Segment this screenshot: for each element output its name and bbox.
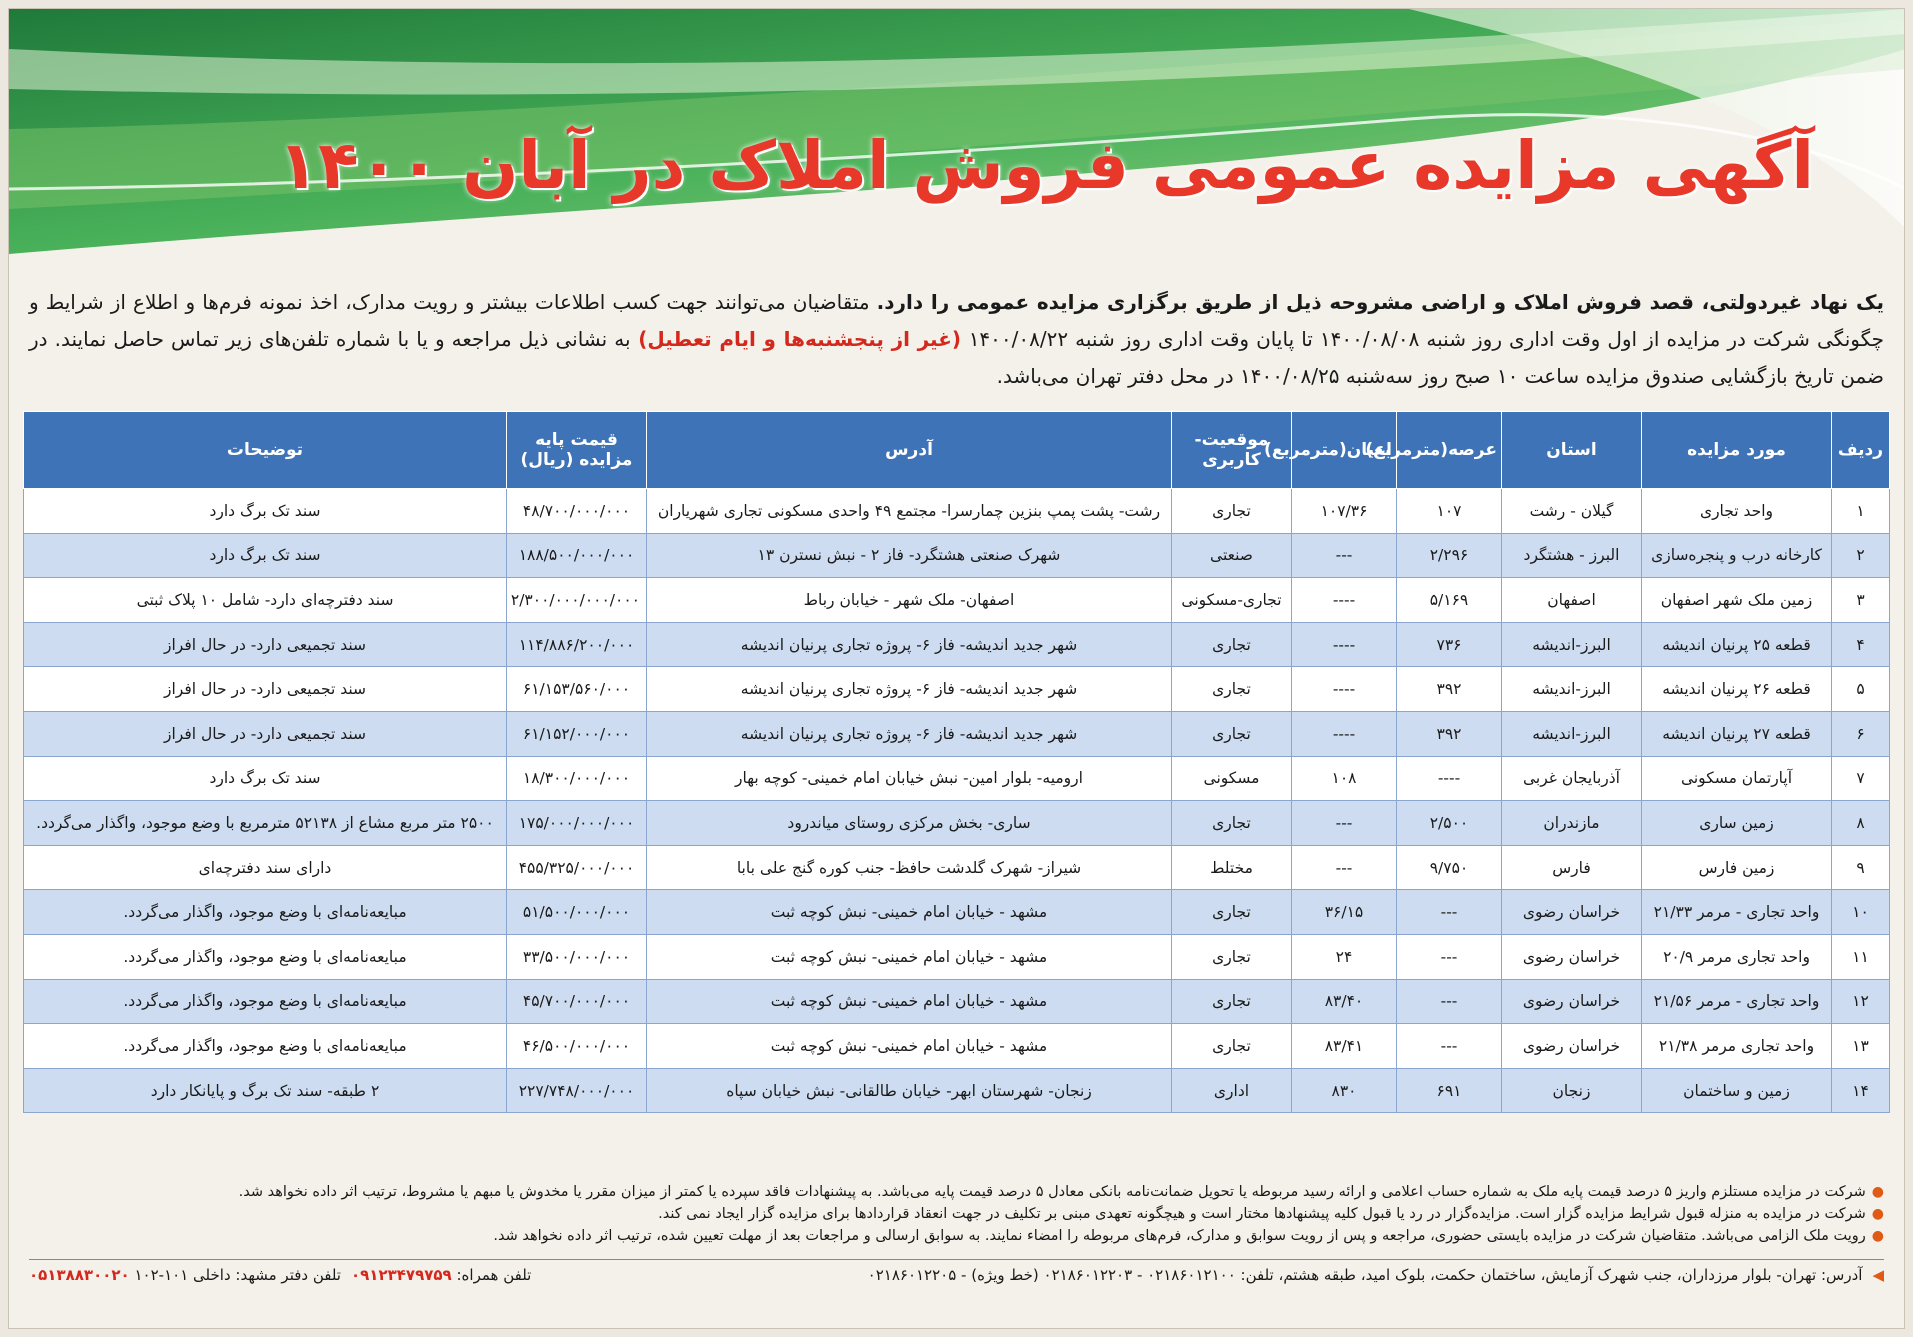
cell-base-price: ۳۳/۵۰۰/۰۰۰/۰۰۰ xyxy=(507,934,647,979)
cell-address: شیراز- شهرک گلدشت حافظ- جنب کوره گنج علی بابا xyxy=(647,845,1172,890)
cell-description: سند تک برگ دارد xyxy=(24,489,507,534)
table-row xyxy=(24,845,1890,890)
cell-province: البرز-اندیشه xyxy=(1502,667,1642,712)
cell-item: زمین و ساختمان xyxy=(1642,1068,1832,1113)
cell-usage: مسکونی xyxy=(1172,756,1292,801)
table-row xyxy=(24,890,1890,935)
mobile-number: ۰۹۱۲۳۴۷۹۷۵۹ xyxy=(350,1266,452,1284)
cell-building-area: ---- xyxy=(1292,711,1397,756)
table-row xyxy=(24,979,1890,1024)
cell-base-price: ۴۶/۵۰۰/۰۰۰/۰۰۰ xyxy=(507,1024,647,1069)
bullet-icon: ● xyxy=(1871,1228,1884,1244)
table-row xyxy=(24,934,1890,979)
cell-land-area: ۵/۱۶۹ xyxy=(1397,578,1502,623)
cell-land-area: ۲/۲۹۶ xyxy=(1397,533,1502,578)
note-item xyxy=(29,1203,1884,1225)
cell-usage: تجاری xyxy=(1172,667,1292,712)
cell-address: ساری- بخش مرکزی روستای میاندرود xyxy=(647,801,1172,846)
note-item xyxy=(29,1225,1884,1247)
cell-building-area: ۲۴ xyxy=(1292,934,1397,979)
intro-highlight: (غیر از پنجشنبه‌ها و ایام تعطیل) xyxy=(630,327,969,351)
cell-base-price: ۶۱/۱۵۳/۵۶۰/۰۰۰ xyxy=(507,667,647,712)
table-row xyxy=(24,667,1890,712)
cell-base-price: ۱۱۴/۸۸۶/۲۰۰/۰۰۰ xyxy=(507,622,647,667)
cell-row-number: ۱۲ xyxy=(1832,979,1890,1024)
cell-province: اصفهان xyxy=(1502,578,1642,623)
cell-address: مشهد - خیابان امام خمینی- نبش کوچه ثبت xyxy=(647,1024,1172,1069)
office-label: تلفن دفتر مشهد: داخلی ۱۰۱-۱۰۲ xyxy=(129,1266,341,1284)
table-header-row xyxy=(24,412,1890,489)
cell-province: فارس xyxy=(1502,845,1642,890)
cell-row-number: ۱۴ xyxy=(1832,1068,1890,1113)
cell-usage: مختلط xyxy=(1172,845,1292,890)
cell-row-number: ۲ xyxy=(1832,533,1890,578)
cell-description: سند تجمیعی دارد- در حال افراز xyxy=(24,711,507,756)
cell-usage: اداری xyxy=(1172,1068,1292,1113)
cell-item: واحد تجاری xyxy=(1642,489,1832,534)
cell-description: سند تک برگ دارد xyxy=(24,533,507,578)
footer-mobile xyxy=(351,1264,531,1286)
intro-paragraph xyxy=(29,284,1884,395)
cell-building-area: ۸۳/۴۱ xyxy=(1292,1024,1397,1069)
bullet-icon: ● xyxy=(1871,1184,1884,1200)
cell-description: سند تجمیعی دارد- در حال افراز xyxy=(24,667,507,712)
header-land-area: عرصه(مترمربع) xyxy=(1397,412,1502,489)
cell-address: شهر جدید اندیشه- فاز ۶- پروژه تجاری پرنیان اندیشه xyxy=(647,711,1172,756)
cell-address: رشت- پشت پمپ بنزین چمارسرا- مجتمع ۴۹ واحدی مسکونی تجاری شهریاران xyxy=(647,489,1172,534)
footer-address: آدرس: تهران- بلوار مرزداران، جنب شهرک آزمایش، ساختمان حکمت، بلوک امید، طبقه هشتم، تلفن: ۰۲۱۸۶۰۱۲۱۰۰ - ۰۲۱۸۶۰۱۲۲۰۳ (خط ویژه) - ۰۲۱۸۶۰۱۲۲۰۵ xyxy=(867,1266,1863,1284)
cell-row-number: ۸ xyxy=(1832,801,1890,846)
cell-building-area: ۳۶/۱۵ xyxy=(1292,890,1397,935)
cell-usage: تجاری-مسکونی xyxy=(1172,578,1292,623)
cell-province: البرز-اندیشه xyxy=(1502,622,1642,667)
table-row xyxy=(24,756,1890,801)
cell-row-number: ۵ xyxy=(1832,667,1890,712)
cell-row-number: ۴ xyxy=(1832,622,1890,667)
cell-item: قطعه ۲۶ پرنیان اندیشه xyxy=(1642,667,1832,712)
cell-building-area: ---- xyxy=(1292,667,1397,712)
cell-address: زنجان- شهرستان ابهر- خیابان طالقانی- نبش خیابان سپاه xyxy=(647,1068,1172,1113)
cell-building-area: --- xyxy=(1292,533,1397,578)
cell-item: قطعه ۲۵ پرنیان اندیشه xyxy=(1642,622,1832,667)
cell-base-price: ۶۱/۱۵۲/۰۰۰/۰۰۰ xyxy=(507,711,647,756)
cell-item: واحد تجاری مرمر ۲۰/۹ xyxy=(1642,934,1832,979)
cell-land-area: ۷۳۶ xyxy=(1397,622,1502,667)
cell-item: قطعه ۲۷ پرنیان اندیشه xyxy=(1642,711,1832,756)
table-body xyxy=(24,489,1890,1113)
cell-description: ۲ طبقه- سند تک برگ و پایانکار دارد xyxy=(24,1068,507,1113)
table-row xyxy=(24,711,1890,756)
cell-item: زمین فارس xyxy=(1642,845,1832,890)
table-row xyxy=(24,1068,1890,1113)
cell-land-area: ۳۹۲ xyxy=(1397,667,1502,712)
cell-item: زمین ساری xyxy=(1642,801,1832,846)
cell-row-number: ۱۳ xyxy=(1832,1024,1890,1069)
advertisement-title: آگهی مزایده عمومی فروش املاک در آبان ۱۴۰۰ xyxy=(277,127,1814,204)
cell-province: خراسان رضوی xyxy=(1502,1024,1642,1069)
cell-building-area: --- xyxy=(1292,801,1397,846)
cell-base-price: ۴۵۵/۳۲۵/۰۰۰/۰۰۰ xyxy=(507,845,647,890)
cell-address: مشهد - خیابان امام خمینی- نبش کوچه ثبت xyxy=(647,934,1172,979)
cell-land-area: ۲/۵۰۰ xyxy=(1397,801,1502,846)
cell-building-area: ---- xyxy=(1292,622,1397,667)
cell-base-price: ۱۸/۳۰۰/۰۰۰/۰۰۰ xyxy=(507,756,647,801)
cell-description: سند تجمیعی دارد- در حال افراز xyxy=(24,622,507,667)
cell-base-price: ۵۱/۵۰۰/۰۰۰/۰۰۰ xyxy=(507,890,647,935)
cell-usage: صنعتی xyxy=(1172,533,1292,578)
cell-building-area: ۱۰۸ xyxy=(1292,756,1397,801)
office-number: ۰۵۱۳۸۸۳۰۰۲۰ xyxy=(29,1266,130,1284)
intro-lead: یک نهاد غیردولتی، قصد فروش املاک و اراضی مشروحه ذیل از طریق برگزاری مزایده عمومی را دارد. xyxy=(876,290,1884,314)
cell-usage: تجاری xyxy=(1172,1024,1292,1069)
cell-usage: تجاری xyxy=(1172,711,1292,756)
cell-building-area: ۱۰۷/۳۶ xyxy=(1292,489,1397,534)
cell-row-number: ۳ xyxy=(1832,578,1890,623)
header-usage: موقعیت-کاربری xyxy=(1172,412,1292,489)
cell-address: مشهد - خیابان امام خمینی- نبش کوچه ثبت xyxy=(647,979,1172,1024)
cell-base-price: ۱۷۵/۰۰۰/۰۰۰/۰۰۰ xyxy=(507,801,647,846)
cell-base-price: ۱۸۸/۵۰۰/۰۰۰/۰۰۰ xyxy=(507,533,647,578)
cell-description: مبایعه‌نامه‌ای با وضع موجود، واگذار می‌گردد. xyxy=(24,934,507,979)
table-row xyxy=(24,489,1890,534)
cell-row-number: ۱ xyxy=(1832,489,1890,534)
cell-description: سند دفترچه‌ای دارد- شامل ۱۰ پلاک ثبتی xyxy=(24,578,507,623)
cell-province: گیلان - رشت xyxy=(1502,489,1642,534)
header-item: مورد مزایده xyxy=(1642,412,1832,489)
cell-row-number: ۷ xyxy=(1832,756,1890,801)
cell-usage: تجاری xyxy=(1172,890,1292,935)
header-province: استان xyxy=(1502,412,1642,489)
table-row xyxy=(24,533,1890,578)
advertisement-page xyxy=(8,8,1905,1329)
cell-description: مبایعه‌نامه‌ای با وضع موجود، واگذار می‌گردد. xyxy=(24,1024,507,1069)
cell-land-area: --- xyxy=(1397,979,1502,1024)
cell-usage: تجاری xyxy=(1172,801,1292,846)
note-text: رویت ملک الزامی می‌باشد. متقاضیان شرکت در مزایده بایستی حضوری، مراجعه و پس از رویت سوابق و مدارک، فرم‌های مربوطه را امضاء نمایند. به سوابق ارسالی و مراجعات بعد از مهلت تعیین شده، ترتیب اثر داده نخواهد شد. xyxy=(493,1228,1866,1244)
cell-address: مشهد - خیابان امام خمینی- نبش کوچه ثبت xyxy=(647,890,1172,935)
table-row xyxy=(24,622,1890,667)
cell-item: واحد تجاری - مرمر ۲۱/۵۶ xyxy=(1642,979,1832,1024)
header-building-area: اعیان(مترمربع) xyxy=(1292,412,1397,489)
cell-description: دارای سند دفترچه‌ای xyxy=(24,845,507,890)
cell-province: مازندران xyxy=(1502,801,1642,846)
cell-land-area: ۳۹۲ xyxy=(1397,711,1502,756)
cell-usage: تجاری xyxy=(1172,979,1292,1024)
cell-item: کارخانه درب و پنجره‌سازی xyxy=(1642,533,1832,578)
cell-address: شهر جدید اندیشه- فاز ۶- پروژه تجاری پرنیان اندیشه xyxy=(647,667,1172,712)
cell-usage: تجاری xyxy=(1172,489,1292,534)
cell-base-price: ۲۲۷/۷۴۸/۰۰۰/۰۰۰ xyxy=(507,1068,647,1113)
cell-row-number: ۹ xyxy=(1832,845,1890,890)
mobile-label: تلفن همراه: xyxy=(456,1266,532,1284)
table-row xyxy=(24,801,1890,846)
cell-row-number: ۱۰ xyxy=(1832,890,1890,935)
cell-building-area: ۸۳/۴۰ xyxy=(1292,979,1397,1024)
cell-description: ۲۵۰۰ متر مربع مشاع از ۵۲۱۳۸ مترمربع با وضع موجود، واگذار می‌گردد. xyxy=(24,801,507,846)
cell-row-number: ۱۱ xyxy=(1832,934,1890,979)
cell-item: واحد تجاری مرمر ۲۱/۳۸ xyxy=(1642,1024,1832,1069)
cell-province: البرز - هشتگرد xyxy=(1502,533,1642,578)
cell-base-price: ۴۵/۷۰۰/۰۰۰/۰۰۰ xyxy=(507,979,647,1024)
cell-land-area: ۶۹۱ xyxy=(1397,1068,1502,1113)
triangle-icon: ◀ xyxy=(1872,1266,1884,1284)
cell-description: سند تک برگ دارد xyxy=(24,756,507,801)
cell-row-number: ۶ xyxy=(1832,711,1890,756)
cell-base-price: ۲/۳۰۰/۰۰۰/۰۰۰/۰۰۰ xyxy=(507,578,647,623)
note-text: شرکت در مزایده مستلزم واریز ۵ درصد قیمت پایه ملک به شماره حساب اعلامی و ارائه رسید مربوطه یا تحویل ضمانت‌نامه بانکی معادل ۵ درصد قیمت پایه می‌باشد. به پیشنهادات فاقد سپرده یا کمتر از میزان مقرر یا مخدوش یا مبهم یا مشروط، ترتیب اثر داده نخواهد شد. xyxy=(238,1184,1866,1200)
bullet-icon: ● xyxy=(1871,1206,1884,1222)
cell-usage: تجاری xyxy=(1172,934,1292,979)
cell-item: زمین ملک شهر اصفهان xyxy=(1642,578,1832,623)
cell-land-area: ۹/۷۵۰ xyxy=(1397,845,1502,890)
cell-building-area: --- xyxy=(1292,845,1397,890)
cell-item: آپارتمان مسکونی xyxy=(1642,756,1832,801)
cell-item: واحد تجاری - مرمر ۲۱/۳۳ xyxy=(1642,890,1832,935)
notes-section xyxy=(29,1181,1884,1247)
intro-body: متقاضیان می‌توانند جهت کسب اطلاعات بیشتر و رویت مدارک، اخذ نمونه فرم‌ها و اطلاع از شرایط و چگونگی شرکت در مزایده از اول وقت اداری روز شنبه ۱۴۰۰/۰۸/۰۸ تا پایان وقت اداری روز شنبه ۱۴۰۰/۰۸/۲۲ xyxy=(29,290,1885,351)
cell-address: شهرک صنعتی هشتگرد- فاز ۲ - نبش نسترن ۱۳ xyxy=(647,533,1172,578)
cell-description: مبایعه‌نامه‌ای با وضع موجود، واگذار می‌گردد. xyxy=(24,890,507,935)
cell-land-area: --- xyxy=(1397,1024,1502,1069)
cell-address: ارومیه- بلوار امین- نبش خیابان امام خمینی- کوچه بهار xyxy=(647,756,1172,801)
header-row-number: ردیف xyxy=(1832,412,1890,489)
cell-province: خراسان رضوی xyxy=(1502,890,1642,935)
cell-building-area: ---- xyxy=(1292,578,1397,623)
note-text: شرکت در مزایده به منزله قبول شرایط مزایده گزار است. مزایده‌گزار در رد یا قبول کلیه پیشنهادها مختار است و هیچگونه تعهدی مبنی بر تکلیف در جهت انعقاد قراردادها برای مزایده گزار ایجاد نمی کند. xyxy=(658,1206,1866,1222)
cell-usage: تجاری xyxy=(1172,622,1292,667)
cell-province: خراسان رضوی xyxy=(1502,979,1642,1024)
cell-land-area: --- xyxy=(1397,890,1502,935)
header-description: توضیحات xyxy=(24,412,507,489)
header-address: آدرس xyxy=(647,412,1172,489)
cell-description: مبایعه‌نامه‌ای با وضع موجود، واگذار می‌گردد. xyxy=(24,979,507,1024)
cell-building-area: ۸۳۰ xyxy=(1292,1068,1397,1113)
intro-tail: به نشانی ذیل مراجعه و یا با شماره تلفن‌های زیر تماس حاصل نمایند. در ضمن تاریخ بازگشایی صندوق مزایده ساعت ۱۰ صبح روز سه‌شنبه ۱۴۰۰/۰۸/۲۵ در محل دفتر تهران می‌باشد. xyxy=(29,327,1884,388)
note-item xyxy=(29,1181,1884,1203)
auction-items-table xyxy=(23,411,1890,1113)
cell-base-price: ۴۸/۷۰۰/۰۰۰/۰۰۰ xyxy=(507,489,647,534)
cell-province: خراسان رضوی xyxy=(1502,934,1642,979)
table-row xyxy=(24,578,1890,623)
cell-province: زنجان xyxy=(1502,1068,1642,1113)
cell-province: آذربایجان غربی xyxy=(1502,756,1642,801)
header-base-price: قیمت پایه مزایده (ریال) xyxy=(507,412,647,489)
green-banner xyxy=(9,9,1904,264)
footer-office-phone xyxy=(29,1264,341,1286)
cell-land-area: ---- xyxy=(1397,756,1502,801)
cell-province: البرز-اندیشه xyxy=(1502,711,1642,756)
cell-land-area: --- xyxy=(1397,934,1502,979)
contact-footer xyxy=(29,1259,1884,1286)
cell-address: اصفهان- ملک شهر - خیابان رباط xyxy=(647,578,1172,623)
cell-land-area: ۱۰۷ xyxy=(1397,489,1502,534)
cell-address: شهر جدید اندیشه- فاز ۶- پروژه تجاری پرنیان اندیشه xyxy=(647,622,1172,667)
table-row xyxy=(24,1024,1890,1069)
